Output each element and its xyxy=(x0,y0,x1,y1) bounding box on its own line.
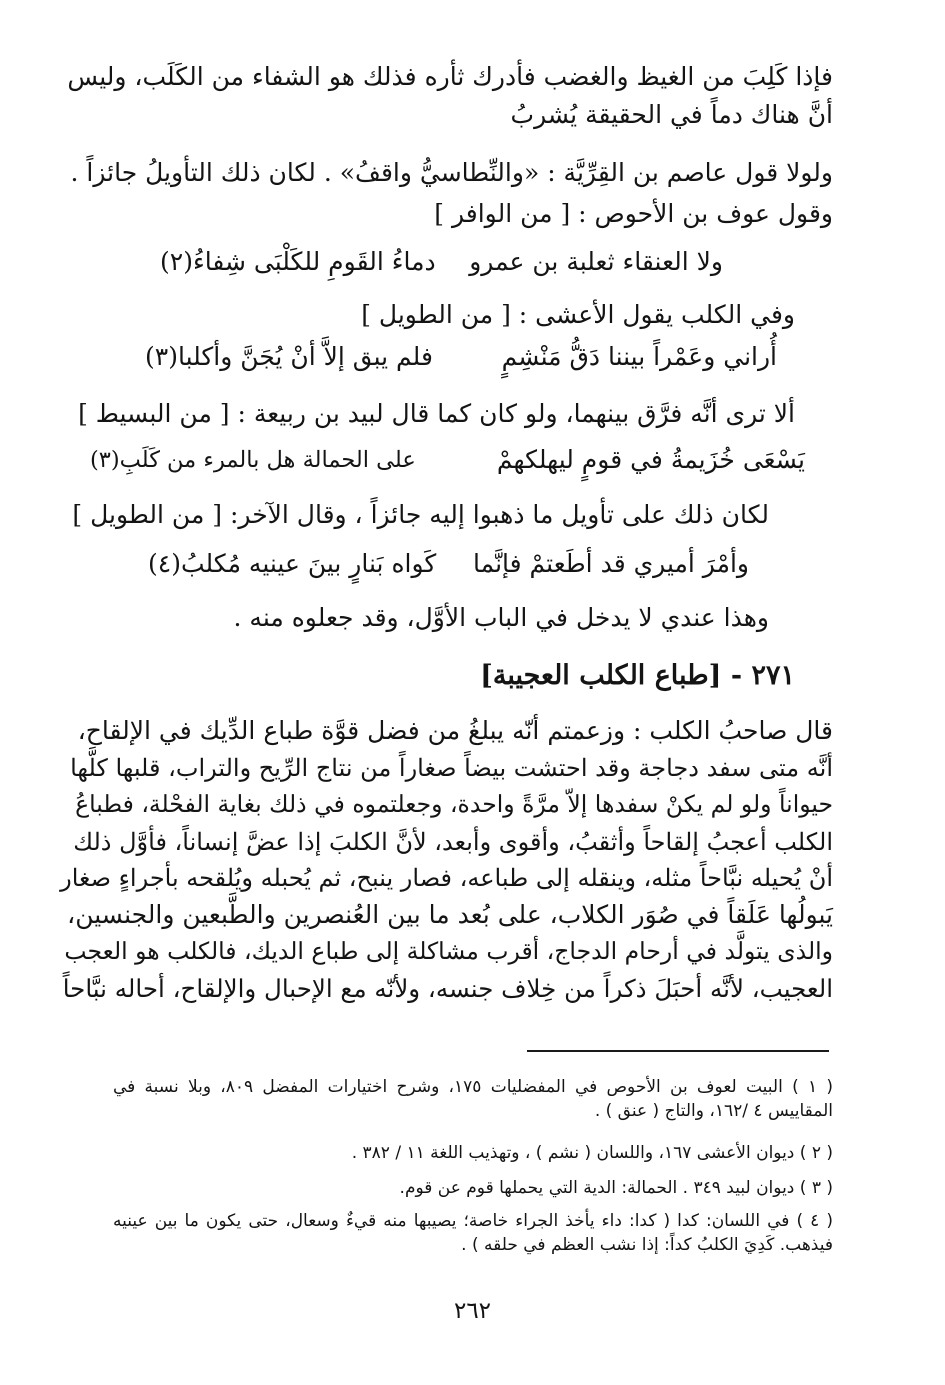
section-heading xyxy=(480,658,795,694)
text-line: فإذا كَلِبَ من الغيظ والغضب فأدرك ثأره فذلك هو الشفاء من الكَلَب، وليس xyxy=(67,62,833,91)
section-title: [طباع الكلب العجيبة] xyxy=(480,660,722,691)
section-dash: - xyxy=(730,660,743,691)
text-line: وفي الكلب يقول الأعشى : [ من الطويل ] xyxy=(361,300,795,329)
footnote: ( ٣ ) ديوان لبيد ٣٤٩ . الحمالة: الدية التي يحملها قوم عن قوم. xyxy=(399,1178,833,1198)
page-number: ٢٦٢ xyxy=(453,1298,492,1324)
verse-first-hemistich: أُراني وعَمْراً بيننا دَقُّ مَنْشِمٍ xyxy=(501,342,777,371)
verse-second-hemistich: دماءُ القَومِ للكَلْبَى شِفاءُ(٢) xyxy=(160,247,436,276)
text-line: ولولا قول عاصم بن القِرِّيَّة : «والنِّطاسيُّ واقفُ» . لكان ذلك التأويلُ جائزاً . xyxy=(70,158,833,187)
verse-first-hemistich: وأمْرَ أميري قد أطَعتمْ فإنَّما xyxy=(473,549,749,578)
body-line: يَبولُها عَلَقاً في صُوَر الكلاب، على بُعد ما بين العُنصرين والطَّبعين والجنسين، xyxy=(67,900,833,929)
section-number: ٢٧١ xyxy=(751,660,795,691)
footnote-divider xyxy=(527,1050,829,1052)
text-line: لكان ذلك على تأويل ما ذهبوا إليه جائزاً ، وقال الآخر: [ من الطويل ] xyxy=(72,500,769,529)
text-line: وهذا عندي لا يدخل في الباب الأوَّل، وقد جعلوه منه . xyxy=(233,603,769,632)
body-line: العجيب، لأنَّه أحبَلَ ذكراً من خِلاف جنسه، ولأنّه مع الإحبال والإلقاح، أحاله نبَّاحاً xyxy=(62,974,833,1003)
body-line: الكلب أعجبُ إلقاحاً وأثقبُ، وأقوى وأبعد، لأنَّ الكلبَ إذا عضَّ إنساناً، فأوَّل ذلك xyxy=(73,828,833,856)
footnote: ( ٤ ) في اللسان: كدا ( كدا: داء يأخذ الجراء خاصة؛ يصيبها منه قيءٌ وسعال، حتى يكون ما بين عينيه فيذهب. كَدِيَ الكلبُ كداً: إذا نشب العظم في حلقه ) . xyxy=(113,1211,834,1255)
text-line: وقول عوف بن الأحوص : [ من الوافر ] xyxy=(434,199,833,228)
body-line: قال صاحبُ الكلب : وزعمتم أنّه يبلغُ من فضل قوَّة طباع الدِّيك في الإلقاح، xyxy=(77,716,833,745)
verse-second-hemistich: كَواه بَنارٍ بينَ عينيه مُكلبُ(٤) xyxy=(148,549,437,578)
verse-first-hemistich: ولا العنقاء ثعلبة بن عمرو xyxy=(469,247,723,276)
body-line: أنْ يُحيله نبَّاحاً مثله، وينقله إلى طباعه، فصار ينبح، ثم يُحبله ويُلقحه بأجراءٍ صغار xyxy=(60,864,833,892)
body-line: والذى يتولَّد في أرحام الدجاج، أقرب مشاكلة إلى طباع الديك، فالكلب هو العجب xyxy=(64,937,833,965)
body-line: حيواناً ولو لم يكنْ سفدها إلاّ مرَّةً واحدة، وجعلتموه في ذلك بغاية الفحْلة، فطباعُ xyxy=(75,790,833,818)
text-line: أنَّ هناك دماً في الحقيقة يُشربُ xyxy=(510,100,833,129)
footnote: ( ٢ ) ديوان الأعشى ١٦٧، واللسان ( نشم ) ، وتهذيب اللغة ١١ / ٣٨٢ . xyxy=(351,1143,833,1163)
verse-second-hemistich: على الحمالة هل بالمرء من كَلَبِ(٣) xyxy=(90,447,416,473)
text-line: ألا ترى أنَّه فرَّق بينهما، ولو كان كما قال لبيد بن ربيعة : [ من البسيط ] xyxy=(78,399,795,428)
body-line: أنَّه متى سفد دجاجة وقد احتشت بيضاً صغاراً من نتاج الرِّيح والتراب، قلبها كلَّها xyxy=(70,754,833,782)
footnote: ( ١ ) البيت لعوف بن الأحوص في المفضليات ١٧٥، وشرح اختيارات المفضل ٨٠٩، وبلا نسبة في المقاييس ٤ /١٦٢، والتاج ( عنق ) . xyxy=(113,1077,833,1121)
verse-first-hemistich: يَسْعَى خُزَيمةُ في قومٍ ليهلكهمْ xyxy=(496,445,805,474)
verse-second-hemistich: فلم يبق إلاَّ أنْ يُجَنَّ وأكلبا(٣) xyxy=(145,342,433,371)
